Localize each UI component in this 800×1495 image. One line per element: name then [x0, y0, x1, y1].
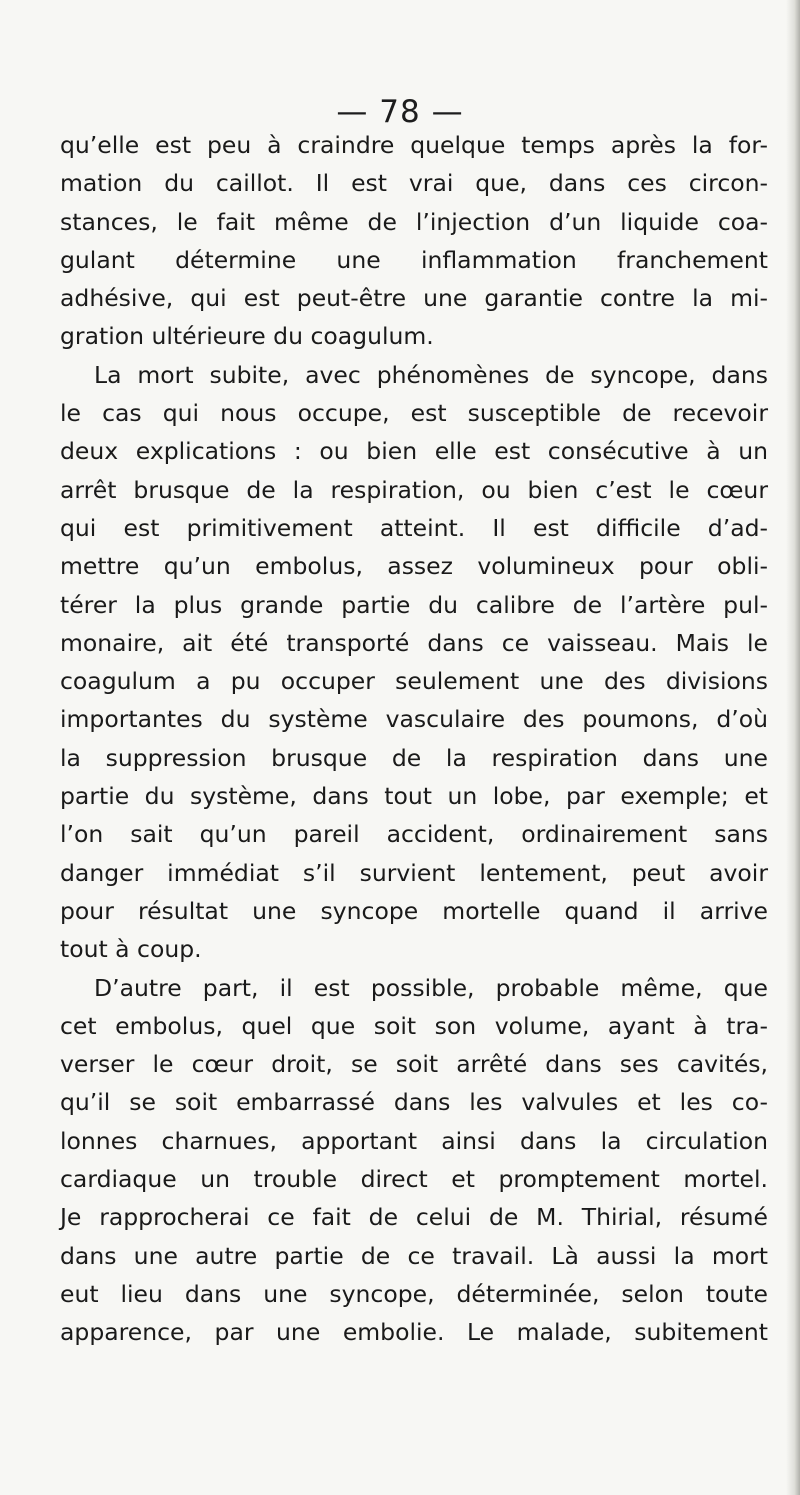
text-line: qu’elle est peu à craindre quelque temps après la for-	[60, 131, 768, 159]
page-edge-shadow	[786, 0, 800, 1495]
text-line: D’autre part, il est possible, probable même, que	[94, 973, 768, 1002]
text-line: Je rapprocherai ce fait de celui de M. Thirial, résumé	[60, 1203, 768, 1232]
text-line: dans une autre partie de ce travail. Là aussi la mort	[60, 1241, 768, 1270]
text-line: danger immédiat s’il survient lentement, peut avoir	[60, 858, 768, 887]
text-line: tout à coup.	[60, 935, 202, 964]
text-line: La mort subite, avec phénomènes de syncope, dans	[94, 360, 768, 389]
page-number: — 78 —	[336, 94, 464, 130]
text-line: cet embolus, quel que soit son volume, ayant à tra-	[60, 1011, 768, 1040]
text-line: mation du caillot. Il est vrai que, dans ces circon-	[60, 169, 768, 198]
text-line: l’on sait qu’un pareil accident, ordinairement sans	[60, 820, 768, 849]
body-text	[60, 126, 768, 1352]
text-line: deux explications : ou bien elle est consécutive à un	[60, 437, 768, 466]
text-line: arrêt brusque de la respiration, ou bien c’est le cœur	[60, 475, 768, 504]
text-line: qui est primitivement atteint. Il est difficile d’ad-	[60, 513, 768, 542]
text-line: la suppression brusque de la respiration dans une	[60, 743, 768, 772]
text-line: verser le cœur droit, se soit arrêté dans ses cavités,	[60, 1050, 768, 1079]
text-line: mettre qu’un embolus, assez volumineux pour obli-	[60, 552, 768, 581]
text-line: importantes du système vasculaire des poumons, d’où	[60, 705, 768, 734]
text-line: monaire, ait été transporté dans ce vaisseau. Mais le	[60, 628, 768, 657]
text-line: partie du système, dans tout un lobe, par exemple; et	[60, 782, 768, 811]
text-line: qu’il se soit embarrassé dans les valvules et les co-	[60, 1088, 768, 1117]
text-line: eut lieu dans une syncope, déterminée, selon toute	[60, 1279, 768, 1308]
text-line: coagulum a pu occuper seulement une des divisions	[60, 667, 768, 696]
text-line: stances, le fait même de l’injection d’un liquide coa-	[60, 207, 768, 236]
text-line: térer la plus grande partie du calibre de l’artère pul-	[60, 590, 768, 619]
text-line: le cas qui nous occupe, est susceptible de recevoir	[60, 399, 768, 428]
text-line: adhésive, qui est peut-être une garantie contre la mi-	[60, 284, 768, 313]
text-line: gulant détermine une inflammation franchement	[60, 245, 768, 274]
text-line: gration ultérieure du coagulum.	[60, 322, 434, 351]
text-line: pour résultat une syncope mortelle quand il arrive	[60, 896, 768, 925]
text-line: apparence, par une embolie. Le malade, subitement	[60, 1318, 768, 1347]
text-line: lonnes charnues, apportant ainsi dans la circulation	[60, 1126, 768, 1155]
text-line: cardiaque un trouble direct et promptement mortel.	[60, 1165, 768, 1194]
